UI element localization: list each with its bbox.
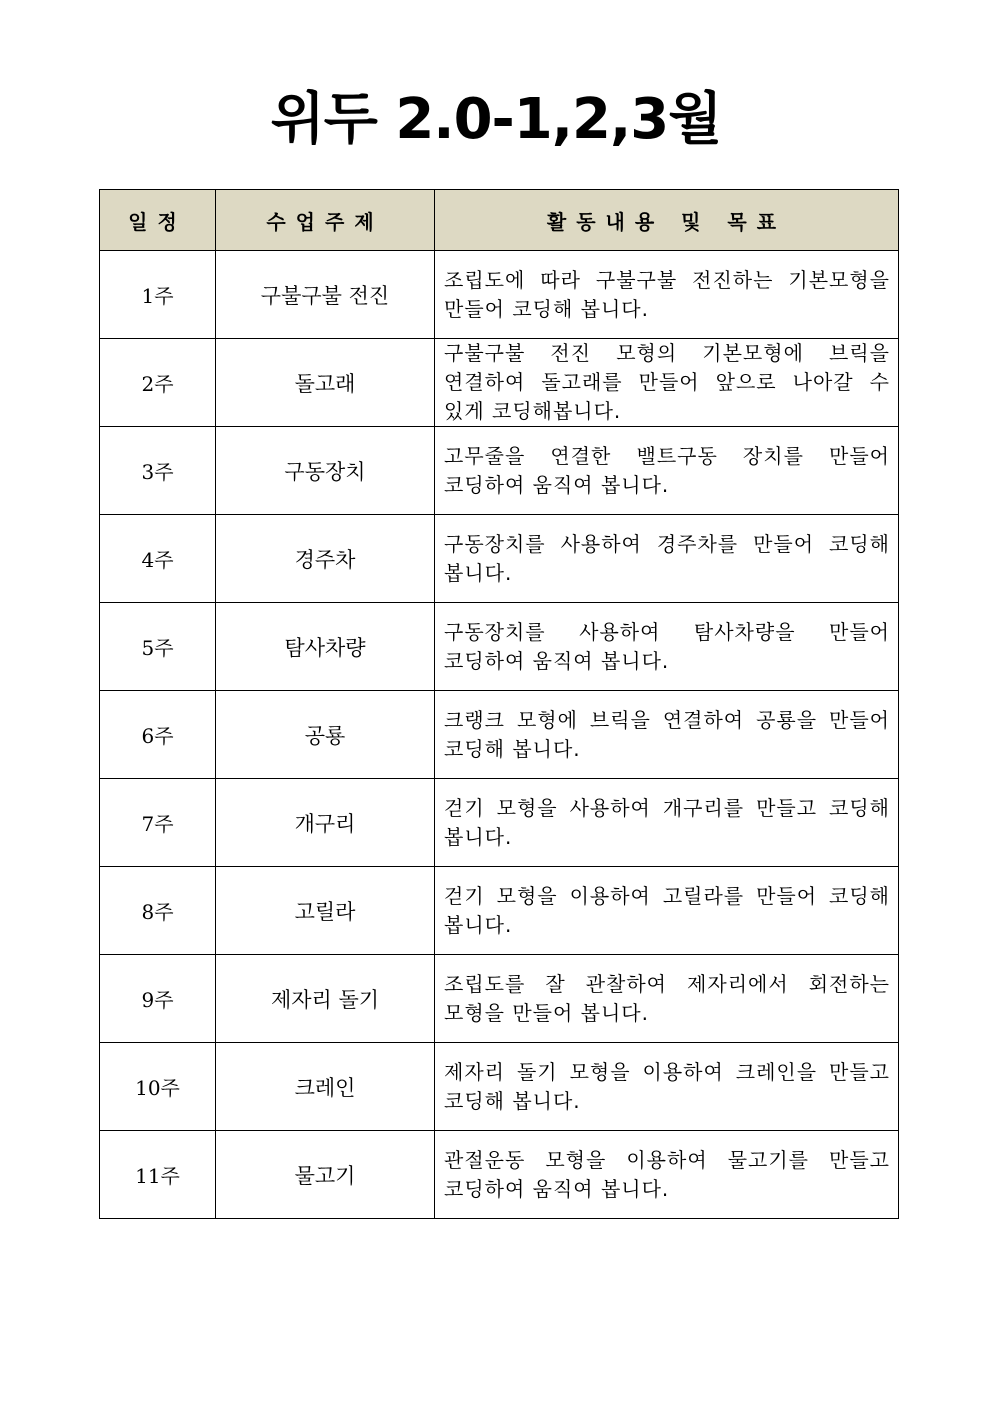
topic-cell: 크레인 — [216, 1043, 435, 1131]
topic-cell: 돌고래 — [216, 339, 435, 427]
activity-cell: 제자리 돌기 모형을 이용하여 크레인을 만들고 코딩해 봅니다. — [435, 1043, 899, 1131]
week-cell: 8주 — [100, 867, 216, 955]
header-schedule: 일정 — [100, 190, 216, 251]
table-row — [100, 955, 899, 1043]
week-cell: 7주 — [100, 779, 216, 867]
header-activity: 활동내용 및 목표 — [435, 190, 899, 251]
activity-cell: 고무줄을 연결한 밸트구동 장치를 만들어 코딩하여 움직여 봅니다. — [435, 427, 899, 515]
table-header-row — [100, 190, 899, 251]
activity-cell: 관절운동 모형을 이용하여 물고기를 만들고 코딩하여 움직여 봅니다. — [435, 1131, 899, 1219]
activity-cell: 걷기 모형을 사용하여 개구리를 만들고 코딩해 봅니다. — [435, 779, 899, 867]
topic-cell: 경주차 — [216, 515, 435, 603]
topic-cell: 탐사차량 — [216, 603, 435, 691]
table-row — [100, 691, 899, 779]
table-row — [100, 603, 899, 691]
week-cell: 2주 — [100, 339, 216, 427]
table-row — [100, 339, 899, 427]
table-row — [100, 515, 899, 603]
week-cell: 10주 — [100, 1043, 216, 1131]
topic-cell: 구동장치 — [216, 427, 435, 515]
week-cell: 5주 — [100, 603, 216, 691]
activity-cell: 구동장치를 사용하여 탐사차량을 만들어 코딩하여 움직여 봅니다. — [435, 603, 899, 691]
week-cell: 3주 — [100, 427, 216, 515]
table-row — [100, 251, 899, 339]
topic-cell: 공룡 — [216, 691, 435, 779]
week-cell: 1주 — [100, 251, 216, 339]
activity-cell: 조립도를 잘 관찰하여 제자리에서 회전하는 모형을 만들어 봅니다. — [435, 955, 899, 1043]
topic-cell: 제자리 돌기 — [216, 955, 435, 1043]
table-row — [100, 1131, 899, 1219]
activity-cell: 구동장치를 사용하여 경주차를 만들어 코딩해 봅니다. — [435, 515, 899, 603]
schedule-table — [99, 189, 899, 1219]
week-cell: 6주 — [100, 691, 216, 779]
table-row — [100, 427, 899, 515]
header-topic: 수업주제 — [216, 190, 435, 251]
activity-cell: 걷기 모형을 이용하여 고릴라를 만들어 코딩해 봅니다. — [435, 867, 899, 955]
topic-cell: 개구리 — [216, 779, 435, 867]
week-cell: 11주 — [100, 1131, 216, 1219]
activity-cell: 조립도에 따라 구불구불 전진하는 기본모형을 만들어 코딩해 봅니다. — [435, 251, 899, 339]
table-row — [100, 779, 899, 867]
activity-cell: 크랭크 모형에 브릭을 연결하여 공룡을 만들어 코딩해 봅니다. — [435, 691, 899, 779]
topic-cell: 고릴라 — [216, 867, 435, 955]
week-cell: 4주 — [100, 515, 216, 603]
table-row — [100, 1043, 899, 1131]
activity-cell: 구불구불 전진 모형의 기본모형에 브릭을 연결하여 돌고래를 만들어 앞으로 나아갈 수 있게 코딩해봅니다. — [435, 339, 899, 427]
page-title: 위두 2.0-1,2,3월 — [270, 87, 722, 152]
week-cell: 9주 — [100, 955, 216, 1043]
table-row — [100, 867, 899, 955]
topic-cell: 물고기 — [216, 1131, 435, 1219]
topic-cell: 구불구불 전진 — [216, 251, 435, 339]
